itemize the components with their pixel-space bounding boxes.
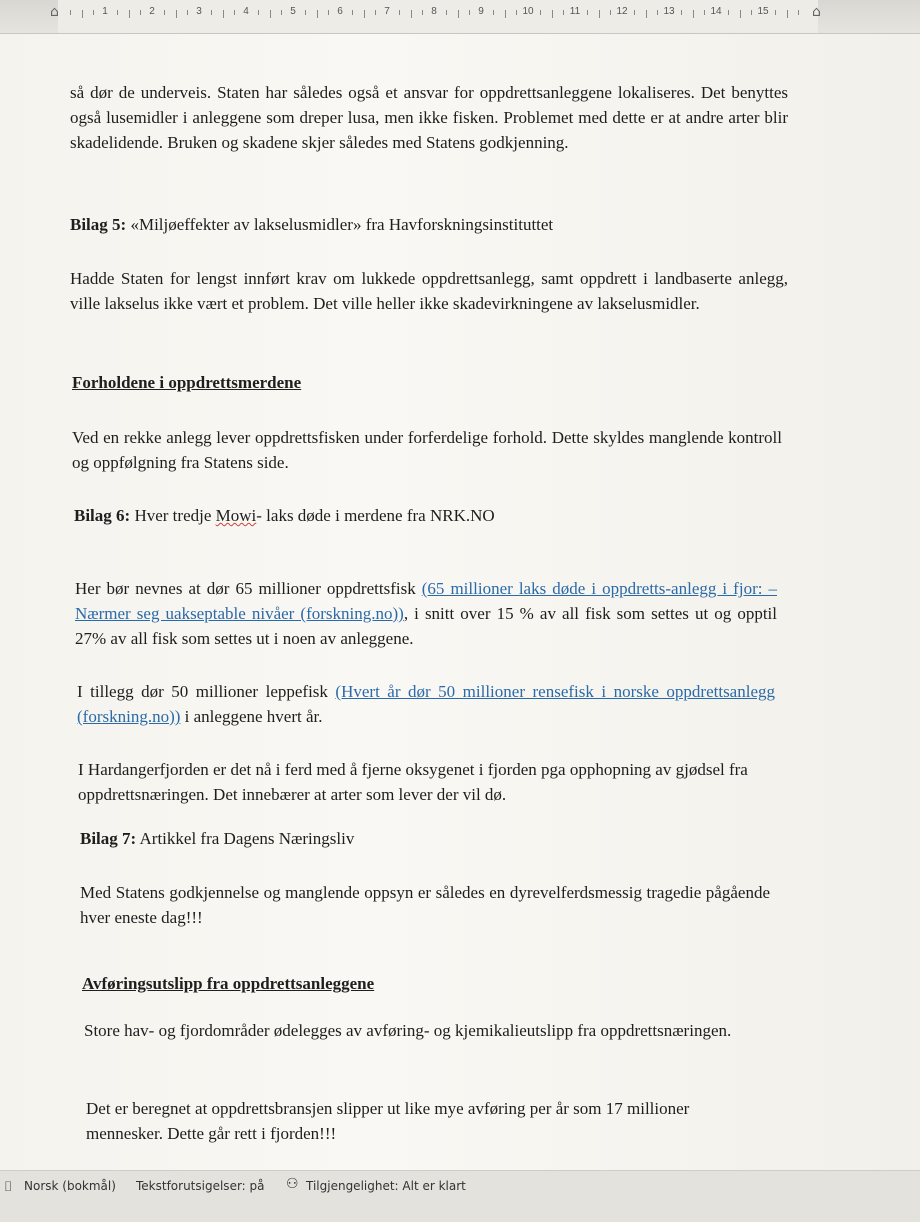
- ruler-tick: [364, 10, 365, 18]
- ruler-tick: [93, 10, 94, 15]
- ruler-number: 8: [431, 6, 437, 17]
- ruler-tick: [728, 10, 729, 15]
- ruler-tick: [70, 10, 71, 15]
- ruler-tick: [164, 10, 165, 15]
- ruler-number: 3: [196, 6, 202, 17]
- forskning-link-rensefisk[interactable]: (Hvert år dør 50 millioner rensefisk i norske oppdrettsanlegg (forskning.no)): [77, 682, 775, 726]
- bilag-7-line: [80, 826, 780, 851]
- ruler-tick: [787, 10, 788, 18]
- ruler-number: 6: [337, 6, 343, 17]
- ruler-number: 1: [102, 6, 108, 17]
- heading-avforingsutslipp: Avføringsutslipp fra oppdrettsanleggene: [82, 974, 375, 993]
- accessibility-status[interactable]: Tilgjengelighet: Alt er klart: [306, 1179, 466, 1193]
- bilag-6-post: - laks døde i merdene fra NRK.NO: [256, 506, 495, 525]
- ruler-tick: [751, 10, 752, 15]
- ruler-tick: [505, 10, 506, 18]
- ruler-tick: [704, 10, 705, 15]
- ruler-tick: [375, 10, 376, 15]
- ruler-tick: [516, 10, 517, 15]
- ruler-number: 4: [243, 6, 249, 17]
- text-predictions-status[interactable]: Tekstforutsigelser: på: [136, 1179, 265, 1193]
- ruler-tick: [234, 10, 235, 15]
- ruler-number: 5: [290, 6, 296, 17]
- bilag-6-line: [74, 503, 784, 528]
- paragraph-4-post: , i snitt over 15 % av all fisk som settes ut og opptil 27% av all fisk som settes ut i noen av anleggene.: [75, 604, 778, 648]
- paragraph-3: Ved en rekke anlegg lever oppdrettsfisken under forferdelige forhold. Dette skyldes manglende kontroll og oppfølgning fra Statens side.: [72, 428, 782, 472]
- ruler-number: 12: [616, 6, 628, 17]
- paragraph-7: Med Statens godkjennelse og manglende oppsyn er således en dyrevelferdsmessig tragedie pågående hver eneste dag!!!: [80, 883, 770, 927]
- paragraph-5-pre: I tillegg dør 50 millioner leppefisk: [77, 682, 336, 701]
- paragraph-9: Det er beregnet at oppdrettsbransjen slipper ut like mye avføring per år som 17 millioner mennesker. Dette går rett i fjorden!!!: [86, 1099, 690, 1143]
- paragraph-4-pre: Her bør nevnes at dør 65 millioner oppdrettsfisk: [75, 579, 422, 598]
- paragraph-5: [77, 679, 775, 729]
- ruler-tick: [552, 10, 553, 18]
- bilag-6-label: Bilag 6:: [74, 506, 131, 525]
- ruler-tick: [411, 10, 412, 18]
- paragraph-6: I Hardangerfjorden er det nå i ferd med å fjerne oksygenet i fjorden pga opphopning av gjødsel fra oppdrettsnæringen. Det innebærer at arter som lever der vil dø.: [78, 760, 748, 804]
- ruler-tick: [634, 10, 635, 15]
- document-page[interactable]: [0, 34, 920, 1170]
- bilag-7-label: Bilag 7:: [80, 829, 137, 848]
- bilag-5-text: «Miljøeffekter av lakselusmidler» fra Havforskningsinstituttet: [126, 215, 554, 234]
- ruler-number: 14: [710, 6, 722, 17]
- ruler-tick: [599, 10, 600, 18]
- ruler-tick: [493, 10, 494, 15]
- horizontal-ruler[interactable]: [0, 0, 920, 34]
- ruler-tick: [399, 10, 400, 15]
- ruler-tick: [610, 10, 611, 15]
- ruler-tick: [775, 10, 776, 15]
- ruler-tick: [140, 10, 141, 15]
- ruler-tick: [305, 10, 306, 15]
- bilag-6-pre: Hver tredje: [130, 506, 216, 525]
- ruler-number: 9: [478, 6, 484, 17]
- ruler-tick: [446, 10, 447, 15]
- paragraph-2: Hadde Staten for lengst innført krav om lukkede oppdrettsanlegg, samt oppdrett i landbaserte anlegg, ville lakselus ikke vært et problem. Det ville heller ikke skadevirkningene av lakselusmidler.: [70, 269, 788, 313]
- bilag-7-text: Artikkel fra Dagens Næringsliv: [136, 829, 355, 848]
- spellcheck-word[interactable]: Mowi: [215, 506, 257, 525]
- ruler-tick: [258, 10, 259, 15]
- ruler-number: 11: [569, 6, 581, 17]
- paragraph-5-post: i anleggene hvert år.: [180, 707, 323, 726]
- ruler-tick: [422, 10, 423, 15]
- ruler-number: 2: [149, 6, 155, 17]
- ruler-tick: [469, 10, 470, 15]
- ruler-tick: [646, 10, 647, 18]
- ruler-number: 7: [384, 6, 390, 17]
- ruler-tick: [740, 10, 741, 18]
- ruler-tick: [223, 10, 224, 18]
- ruler-tick: [317, 10, 318, 18]
- status-bar: [0, 1170, 920, 1222]
- ruler-tick: [798, 10, 799, 15]
- ruler-number: 13: [663, 6, 675, 17]
- ruler-text-area: [58, 0, 818, 34]
- ruler-tick: [270, 10, 271, 18]
- paragraph-1: så dør de underveis. Staten har således også et ansvar for oppdrettsanleggene lokaliseres. Det benyttes også lusemidler i anleggene som dreper lusa, men ikke fisken. Problemet med dette er at andre arter blir skadelidende. Bruken og skadene skjer således med Statens godkjenning.: [70, 83, 788, 152]
- ruler-number: 10: [522, 6, 534, 17]
- language-status[interactable]: Norsk (bokmål): [24, 1179, 116, 1193]
- ruler-tick: [563, 10, 564, 15]
- first-line-indent-icon[interactable]: ⌂: [50, 4, 59, 20]
- ruler-tick: [693, 10, 694, 18]
- ruler-tick: [328, 10, 329, 15]
- ruler-tick: [458, 10, 459, 18]
- ruler-tick: [657, 10, 658, 15]
- ruler-tick: [281, 10, 282, 15]
- ruler-tick: [540, 10, 541, 15]
- ruler-tick: [187, 10, 188, 15]
- ruler-number: 15: [757, 6, 769, 17]
- right-indent-icon[interactable]: ⌂: [812, 4, 821, 20]
- ruler-tick: [129, 10, 130, 18]
- paragraph-4: [75, 576, 777, 651]
- ruler-tick: [176, 10, 177, 18]
- page-icon: ⌷: [4, 1179, 13, 1195]
- forskning-link-65-millioner[interactable]: (65 millioner laks døde i oppdretts-anlegg i fjor: – Nærmer seg uakseptable nivåer (forskning.no)): [75, 579, 777, 623]
- ruler-tick: [117, 10, 118, 15]
- bilag-5-line: [70, 212, 788, 237]
- bilag-5-label: Bilag 5:: [70, 215, 127, 234]
- heading-forholdene: Forholdene i oppdrettsmerdene: [72, 373, 302, 392]
- ruler-tick: [587, 10, 588, 15]
- ruler-tick: [211, 10, 212, 15]
- accessibility-icon[interactable]: ⚇: [286, 1176, 299, 1192]
- ruler-tick: [681, 10, 682, 15]
- ruler-tick: [352, 10, 353, 15]
- paragraph-8: Store hav- og fjordområder ødelegges av avføring- og kjemikalieutslipp fra oppdrettsnæringen.: [84, 1021, 732, 1040]
- ruler-tick: [82, 10, 83, 18]
